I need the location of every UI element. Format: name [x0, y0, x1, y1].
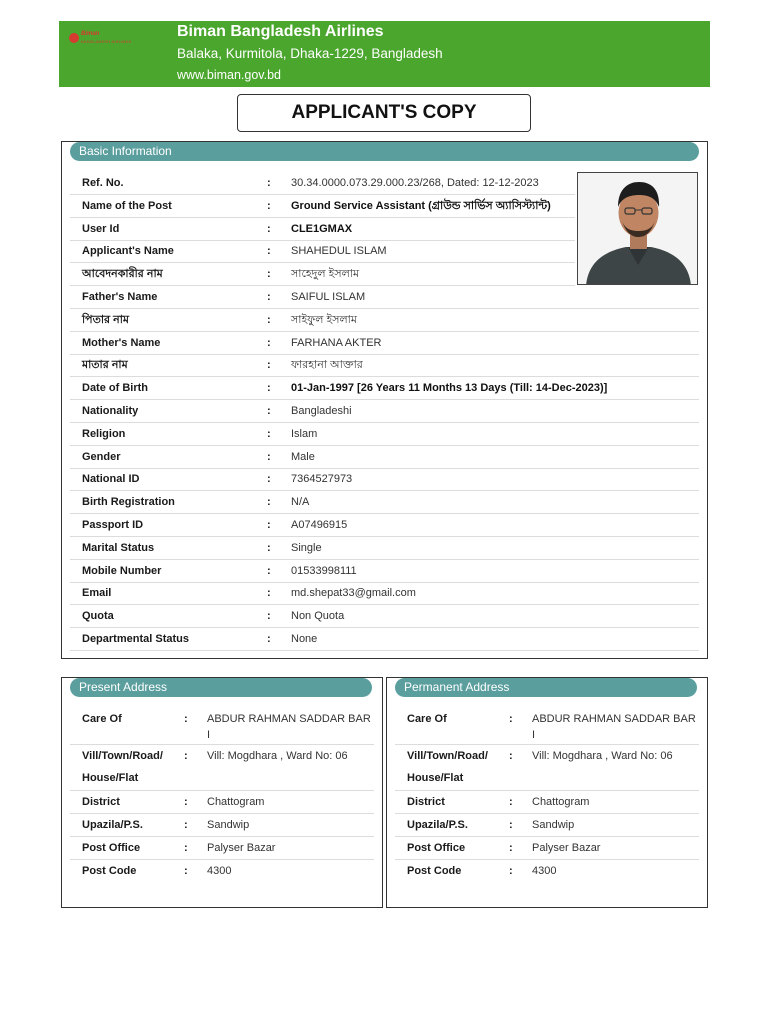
address-label: District [82, 796, 120, 808]
address-colon: : [184, 865, 188, 877]
info-value: Islam [291, 427, 318, 440]
address-row [70, 860, 374, 883]
info-row [70, 195, 575, 218]
info-label: Mother's Name [82, 336, 161, 349]
info-value: 7364527973 [291, 473, 353, 486]
address-row [70, 708, 374, 745]
info-row [70, 468, 699, 491]
address-colon: : [184, 750, 188, 762]
address-colon: : [509, 750, 513, 762]
info-label: Passport ID [82, 519, 144, 531]
address-label: Upazila/P.S. [82, 819, 143, 831]
info-value: সাইফুল ইসলাম [291, 313, 357, 326]
address-value: 4300 [532, 865, 557, 877]
address-row [70, 837, 374, 860]
info-colon: : [267, 633, 271, 645]
applicant-copy-title: APPLICANT'S COPY [237, 94, 531, 132]
info-row [70, 218, 575, 241]
info-row [70, 423, 699, 446]
organization-website: www.biman.gov.bd [177, 68, 281, 82]
info-value: md.shepat33@gmail.com [291, 587, 416, 600]
info-row [70, 286, 699, 309]
info-label: Ref. No. [82, 177, 124, 189]
info-colon: : [267, 587, 271, 600]
info-colon: : [267, 359, 271, 372]
address-colon: : [184, 713, 188, 725]
address-value: ABDUR RAHMAN SADDAR BAR I [207, 713, 371, 741]
address-label: Post Code [82, 865, 137, 877]
info-row [70, 628, 699, 651]
info-row [70, 560, 699, 583]
info-row [70, 354, 699, 377]
address-colon: : [509, 796, 513, 808]
info-colon: : [267, 222, 271, 235]
info-colon: : [267, 199, 271, 212]
address-label: Post Office [407, 842, 466, 854]
organization-name: Biman Bangladesh Airlines [177, 23, 384, 40]
address-row [395, 791, 699, 814]
address-label: District [407, 796, 445, 808]
info-value: N/A [291, 496, 310, 509]
info-label: Applicant's Name [82, 245, 174, 258]
present-address-title: Present Address [70, 678, 372, 697]
address-row [70, 814, 374, 837]
address-label: Care Of [407, 713, 447, 725]
info-colon: : [267, 177, 271, 189]
address-row [70, 791, 374, 814]
applicant-photo [577, 172, 698, 285]
info-colon: : [267, 313, 271, 326]
address-row [395, 814, 699, 837]
info-label: মাতার নাম [82, 359, 128, 372]
address-colon: : [509, 865, 513, 877]
info-row [70, 377, 699, 400]
info-colon: : [267, 427, 271, 440]
address-colon: : [184, 796, 188, 808]
info-value: A07496915 [291, 519, 348, 531]
address-row [70, 745, 374, 791]
address-label: Upazila/P.S. [407, 819, 468, 831]
address-colon: : [184, 842, 188, 854]
info-colon: : [267, 450, 271, 463]
address-row [395, 708, 699, 745]
info-label: Birth Registration [82, 496, 175, 509]
info-value: Ground Service Assistant (গ্রাউন্ড সার্ভিস অ্যাসিস্ট্যান্ট) [291, 199, 551, 212]
info-label: Nationality [82, 405, 139, 417]
basic-information-title: Basic Information [70, 142, 699, 161]
info-row [70, 309, 699, 332]
info-colon: : [267, 268, 271, 281]
address-value: Sandwip [207, 819, 250, 831]
info-colon: : [267, 245, 271, 258]
logo-title: Biman [81, 31, 100, 37]
info-row [70, 537, 699, 560]
info-value: ফারহানা আক্তার [291, 359, 363, 372]
info-row [70, 400, 699, 423]
address-row [395, 860, 699, 883]
address-label: Care Of [82, 713, 122, 725]
info-colon: : [267, 291, 271, 303]
info-label: Name of the Post [82, 199, 172, 212]
logo-mark-icon [69, 33, 79, 43]
info-label: Email [82, 587, 112, 600]
info-row [70, 605, 699, 628]
address-value: Vill: Mogdhara , Ward No: 06 [532, 750, 673, 762]
info-label: National ID [82, 473, 140, 486]
info-colon: : [267, 473, 271, 486]
present-address-panel [61, 677, 383, 908]
info-label: User Id [82, 222, 120, 235]
header-banner [59, 21, 710, 87]
biman-logo [67, 31, 139, 51]
info-value: SAIFUL ISLAM [291, 291, 366, 303]
info-label: Quota [82, 610, 114, 623]
address-value: Palyser Bazar [207, 842, 276, 854]
info-label: Departmental Status [82, 633, 189, 645]
applicant-photo-portrait [578, 173, 698, 285]
info-label: Marital Status [82, 541, 155, 554]
permanent-address-panel [386, 677, 708, 908]
address-value: Chattogram [532, 796, 590, 808]
info-value: Single [291, 541, 322, 554]
info-colon: : [267, 519, 271, 531]
info-value: 30.34.0000.073.29.000.23/268, Dated: 12-12-2023 [291, 177, 539, 189]
address-label: Vill/Town/Road/ House/Flat [407, 750, 488, 784]
address-row [395, 745, 699, 791]
info-label: পিতার নাম [82, 313, 130, 326]
info-value: SHAHEDUL ISLAM [291, 245, 387, 258]
address-value: 4300 [207, 865, 232, 877]
info-colon: : [267, 610, 271, 623]
info-label: আবেদনকারীর নাম [82, 268, 163, 281]
address-value: Palyser Bazar [532, 842, 601, 854]
info-row [70, 240, 575, 263]
info-colon: : [267, 541, 271, 554]
info-value: Non Quota [291, 610, 345, 623]
permanent-address-title: Permanent Address [395, 678, 697, 697]
info-value: None [291, 633, 318, 645]
info-label: Mobile Number [82, 564, 162, 577]
info-colon: : [267, 405, 271, 417]
info-label: Date of Birth [82, 382, 148, 395]
address-colon: : [509, 819, 513, 831]
address-value: Chattogram [207, 796, 265, 808]
info-value: 01-Jan-1997 [26 Years 11 Months 13 Days (Till: 14-Dec-2023)] [291, 382, 608, 395]
address-colon: : [509, 842, 513, 854]
address-label: Post Office [82, 842, 141, 854]
address-colon: : [509, 713, 513, 725]
info-label: Religion [82, 427, 126, 440]
address-value: Vill: Mogdhara , Ward No: 06 [207, 750, 348, 762]
info-value: সাহেদুল ইসলাম [291, 268, 360, 281]
organization-address: Balaka, Kurmitola, Dhaka-1229, Bangladesh [177, 46, 443, 61]
info-value: 01533998111 [291, 564, 357, 577]
info-label: Father's Name [82, 291, 158, 303]
info-colon: : [267, 336, 271, 349]
info-value: Male [291, 450, 315, 463]
address-value: Sandwip [532, 819, 575, 831]
address-value: ABDUR RAHMAN SADDAR BAR I [532, 713, 696, 741]
info-label: Gender [82, 450, 121, 463]
info-row [70, 172, 575, 195]
info-row [70, 491, 699, 514]
info-value: FARHANA AKTER [291, 336, 382, 349]
info-row [70, 582, 699, 605]
info-colon: : [267, 496, 271, 509]
info-colon: : [267, 564, 271, 577]
info-row [70, 446, 699, 469]
address-row [395, 837, 699, 860]
info-row [70, 514, 699, 537]
info-row [70, 263, 575, 286]
info-colon: : [267, 382, 271, 395]
info-value: CLE1GMAX [291, 222, 353, 235]
info-value: Bangladeshi [291, 405, 352, 417]
logo-subtitle: BANGLADESH AIRLINES [81, 39, 132, 44]
address-colon: : [184, 819, 188, 831]
info-row [70, 332, 699, 355]
address-label: Vill/Town/Road/ House/Flat [82, 750, 163, 784]
address-label: Post Code [407, 865, 462, 877]
